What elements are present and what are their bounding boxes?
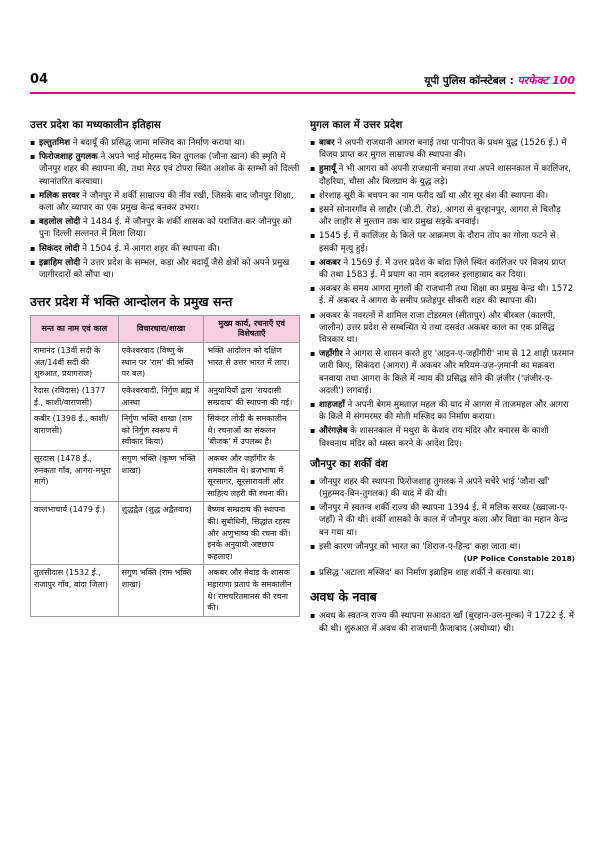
list-item-keyword: सिकंदर लोदी xyxy=(39,243,80,254)
table-cell: सिकंदर लोदी के समकालीन थे। रचनाओं का संकलन 'बीजक' में उपलब्ध है। xyxy=(204,411,300,451)
list-item-text: के शासनकाल में मथुरा के केशव राय मंदिर और बनारस के काशी विश्वनाथ मंदिर को ध्वस्त करने के आदेश दिए। xyxy=(319,426,549,449)
list-item xyxy=(310,399,575,423)
list-item-text: ने 1504 ई. में आगरा शहर की स्थापना की। xyxy=(79,243,220,254)
list-item-keyword: शाहजहाँ xyxy=(319,400,345,411)
list-item xyxy=(310,137,575,161)
list-item xyxy=(310,541,575,553)
page-header xyxy=(30,72,575,90)
list-item-keyword: अकबर xyxy=(319,257,341,268)
list-item xyxy=(310,567,575,579)
list-item xyxy=(30,190,300,214)
list-item xyxy=(310,283,575,307)
list-item xyxy=(30,137,300,149)
table-cell: सूरदास (1478 ई., रुनकता गाँव, आगरा-मथुरा मार्ग) xyxy=(31,450,119,501)
list-item-keyword: इल्तुतमिश xyxy=(39,138,71,148)
list-item-text: ने भी आगरा को अपनी राजधानी बनाया तथा अपने शासनकाल में कालिंजर, दौहरिया, चौसा और बिलग्राम के युद्ध लड़े। xyxy=(319,164,571,187)
mughal-list xyxy=(310,137,575,450)
table-cell: तुलसीदास (1532 ई., राजापुर गाँव, बांदा जिला) xyxy=(31,565,119,616)
awadh-list xyxy=(310,610,575,634)
list-item xyxy=(30,216,300,240)
sharqi-list xyxy=(310,476,575,553)
list-item xyxy=(310,257,575,281)
list-item-text: ने 1484 ई. में जौनपुर के शर्की शासक को पराजित कर जौनपुर को पुनः दिल्ली सल्तनत में मिला लिया। xyxy=(39,217,292,240)
table-header-cell: सन्त का नाम एवं काल xyxy=(31,316,119,343)
medieval-list xyxy=(30,137,300,281)
table-header-row xyxy=(31,316,300,343)
left-column xyxy=(30,118,300,617)
list-item xyxy=(30,151,300,188)
table-cell: कबीर (1398 ई., काशी/वाराणसी) xyxy=(31,411,119,451)
list-item-text: अवध के स्वतन्त्र राज्य की स्थापना सआदत खाँ (बुरहान-उल-मुल्क) ने 1722 ई. में की थी। शुरुआत में अवध की राजधानी फ़ैजाबाद (अयोध्या) थी। xyxy=(319,611,574,634)
right-column xyxy=(310,118,575,637)
table-header-cell: विचारधारा/शाखा xyxy=(118,316,204,343)
table-cell: वल्लभाचार्य (1479 ई.) xyxy=(31,502,119,565)
list-item xyxy=(310,230,575,254)
list-item xyxy=(30,243,300,255)
list-item-keyword: बहलोल लोदी xyxy=(39,217,81,228)
table-header-cell: मुख्य कार्य, रचनाएँ एवं विशेषताएँ xyxy=(204,316,300,343)
list-item-text: जौनपुर में स्वतन्त्र शर्की राज्य की स्थापना 1394 ई. में मलिक सरवर (ख्वाजा-ए-जहाँ) ने की थी। शर्की शासकों के काल में जौनपुर कला और विद्या का महान केन्द्र बन गया था। xyxy=(319,503,568,538)
list-item xyxy=(30,257,300,281)
list-item-keyword: फिरोजशाह तुगलक xyxy=(39,152,98,163)
table-cell: रैदास (रविदास) (1377 ई., काशी/वाराणसी) xyxy=(31,383,119,411)
table-row xyxy=(31,565,300,616)
list-item-text: प्रसिद्ध 'अटाला मस्जिद' का निर्माण इब्राहिम शाह शर्की ने करवाया था। xyxy=(319,568,534,579)
section-title-medieval: उत्तर प्रदेश का मध्यकालीन इतिहास xyxy=(30,119,161,131)
list-item-keyword: हुमायूँ xyxy=(319,164,336,175)
table-row xyxy=(31,411,300,451)
list-item-keyword: मलिक सरवर xyxy=(39,190,80,201)
list-item xyxy=(310,476,575,500)
list-item-text: ने 1569 ई. में उत्तर प्रदेश के बांदा ज़िले स्थित कालिंजर पर विजय प्राप्त की तथा 1583 ई. में प्रयाग का नाम बदलकर इलाहाबाद कर दिया। xyxy=(319,257,566,281)
table-row xyxy=(31,343,300,383)
table-cell: सगुण भक्ति (राम भक्ति शाखा) xyxy=(118,565,204,616)
list-item-text: जौनपुर शहर की स्थापना फिरोजशाह तुगलक ने अपने चचेरे भाई 'जौना खाँ' (मुहम्मद-बिन-तुगलक) की याद में की थी। xyxy=(319,476,550,500)
section-title-bhakti: उत्तर प्रदेश में भक्ति आन्दोलन के प्रमुख सन्त xyxy=(30,294,233,310)
table-row xyxy=(31,383,300,411)
table-cell: शुद्धद्वैत (शुद्ध अद्वैतवाद) xyxy=(118,502,204,565)
list-item-text: ने उत्तर प्रदेश के सम्भल, कड़ा और बदायूँ जैसे क्षेत्रों को अपने प्रमुख जागीरदारों को सौंपा था। xyxy=(39,257,290,281)
section-title-awadh: अवध के नवाब xyxy=(310,589,377,605)
list-item xyxy=(310,204,575,228)
table-row xyxy=(31,450,300,501)
table-row xyxy=(31,502,300,565)
table-cell: अकबर और जहाँगीर के समकालीन थे। ब्रजभाषा में सूरसागर, सूरसारावली और साहित्य लहरी की रचना की। xyxy=(204,450,300,501)
table-cell: अकबर और मेवाड़ के शासक महाराणा प्रताप के समकालीन थे। रामचरितमानस की रचना की। xyxy=(204,565,300,616)
list-item-text: ने अपनी बेगम मुमताज़ महल की याद में आगरा में ताजमहल और आगरा के किले में संगमरमर की मोती मस्जिद का निर्माण कराया। xyxy=(319,400,569,423)
table-cell: वैष्णव सम्प्रदाय की स्थापना की। सुबोधिनी, सिद्धांत रहस्य और अणुभाष्य की रचना की। इनके अनुयायी अष्टछाप कहलाए। xyxy=(204,502,300,565)
list-item xyxy=(310,610,575,634)
list-item-keyword: औरंगज़ेब xyxy=(319,426,348,437)
list-item-text: ने अपनी राजधानी आगरा बनाई तथा पानीपत के प्रथम युद्ध (1526 ई.) में विजय प्राप्त कर मुगल साम्राज्य की स्थापना की। xyxy=(319,138,567,161)
table-cell: सगुण भक्ति (कृष्ण भक्ति शाखा) xyxy=(118,450,204,501)
list-item-text: शेरशाह सूरी के बचपन का नाम फरीद खाँ था और सूर वंश की स्थापना की। xyxy=(319,190,549,201)
list-item xyxy=(310,163,575,187)
list-item-keyword: जहाँगीर xyxy=(319,349,343,360)
book-title xyxy=(424,73,575,88)
list-item-keyword: इब्राहिम लोदी xyxy=(39,257,81,268)
list-item-text: अकबर के नवरत्नों में शामिल राजा टोडरमल (सीतापुर) और बीरबल (कालपी, जालौन) उत्तर प्रदेश से सम्बन्धित थे तथा दसवंत अकबर काल का एक प्रसिद्ध चित्रकार था। xyxy=(319,310,556,346)
table-cell: निर्गुण भक्ति शाखा (राम को निर्गुण स्वरूप में स्वीकार किया) xyxy=(118,411,204,451)
list-item-text: ने जौनपुर में शर्की साम्राज्य की नींव रखी, जिसके बाद जौनपुर शिक्षा, कला और व्यापार का एक प्रमुख केन्द्र बनकर उभरा। xyxy=(39,190,294,214)
section-title-sharqi: जौनपुर का शर्की वंश xyxy=(310,457,388,470)
sharqi-list-extra xyxy=(310,567,575,579)
table-cell: एकेश्वरवाद (विष्णु के स्थान पर 'राम' की भक्ति पर बल) xyxy=(118,343,204,383)
book-title-text: यूपी पुलिस कॉन्स्टेबल : xyxy=(424,75,514,87)
list-item-text: अकबर के समय आगरा मुगलों की राजधानी तथा शिक्षा का प्रमुख केन्द्र थी। 1572 ई. में अकबर ने आगरा के समीप फ़तेहपुर सीकरी शहर की स्थापना की। xyxy=(319,284,574,307)
list-item-text: इसी कारण जौनपुर को भारत का 'शिराज-ए-हिन्द' कहा जाता था। xyxy=(319,541,521,552)
list-item-text: ने आगरा से शासन करते हुए 'आइन-ए-जहाँगीरी' नाम से 12 शाही फ़रमान जारी किए, सिकंदरा (आगरा) में अकबर और मरियम-उज़-ज़मानी का मक़बरा बनवाया तथा आगरा के किले में न्याय की प्रसिद्ध सोने की ज़ंजीर ('ज़ंजीर-ए-अदली') लगवाई। xyxy=(319,349,574,396)
list-item-text: इसने सोनारगाँव से लाहौर (जी.टी. रोड), आगरा से बुरहानपुर, आगरा से चित्तौड़ और लाहौर से मुल्तान तक चार प्रमुख सड़कें बनवाई। xyxy=(319,205,561,228)
table-cell: एकेश्वरवादी, निर्गुण ब्रह्म में आस्था xyxy=(118,383,204,411)
page-number: 04 xyxy=(30,72,49,87)
list-item xyxy=(310,310,575,347)
section-title-mughal: मुगल काल में उत्तर प्रदेश xyxy=(310,119,403,131)
book-title-highlight: परफेक्ट 100 xyxy=(517,74,575,87)
bhakti-saints-table xyxy=(30,315,300,616)
list-item-text: ने अपने भाई मोहम्मद बिन तुगलक (जौना खान) की स्मृति में जौनपुर शहर की स्थापना की, तथा मेरठ एवं टोपरा स्थित अशोक के स्तम्भों को दिल्ली स्थानांतरित करवाया। xyxy=(39,152,300,187)
list-item-text: 1545 ई. में कालिंजर के किले पर आक्रमण के दौरान तोप का गोला फटने से इसकी मृत्यु हुई। xyxy=(319,231,556,254)
list-item-text: ने बदायूँ की प्रसिद्ध जामा मस्जिद का निर्माण कराया था। xyxy=(70,138,245,148)
list-item xyxy=(310,348,575,397)
list-item xyxy=(310,502,575,539)
table-cell: रामानंद (13वीं सदी के अंत/14वीं सदी की शुरुआत, प्रयागराज) xyxy=(31,343,119,383)
header-rule xyxy=(30,92,575,94)
list-item-keyword: बाबर xyxy=(319,138,335,148)
exam-citation: (UP Police Constable 2018) xyxy=(463,554,575,564)
list-item xyxy=(310,425,575,449)
table-cell: भक्ति आंदोलन को दक्षिण भारत से उत्तर भारत में लाए। xyxy=(204,343,300,383)
table-cell: अनुयायियों द्वारा 'रायदासी सम्प्रदाय' की स्थापना की गई। xyxy=(204,383,300,411)
list-item xyxy=(310,190,575,202)
